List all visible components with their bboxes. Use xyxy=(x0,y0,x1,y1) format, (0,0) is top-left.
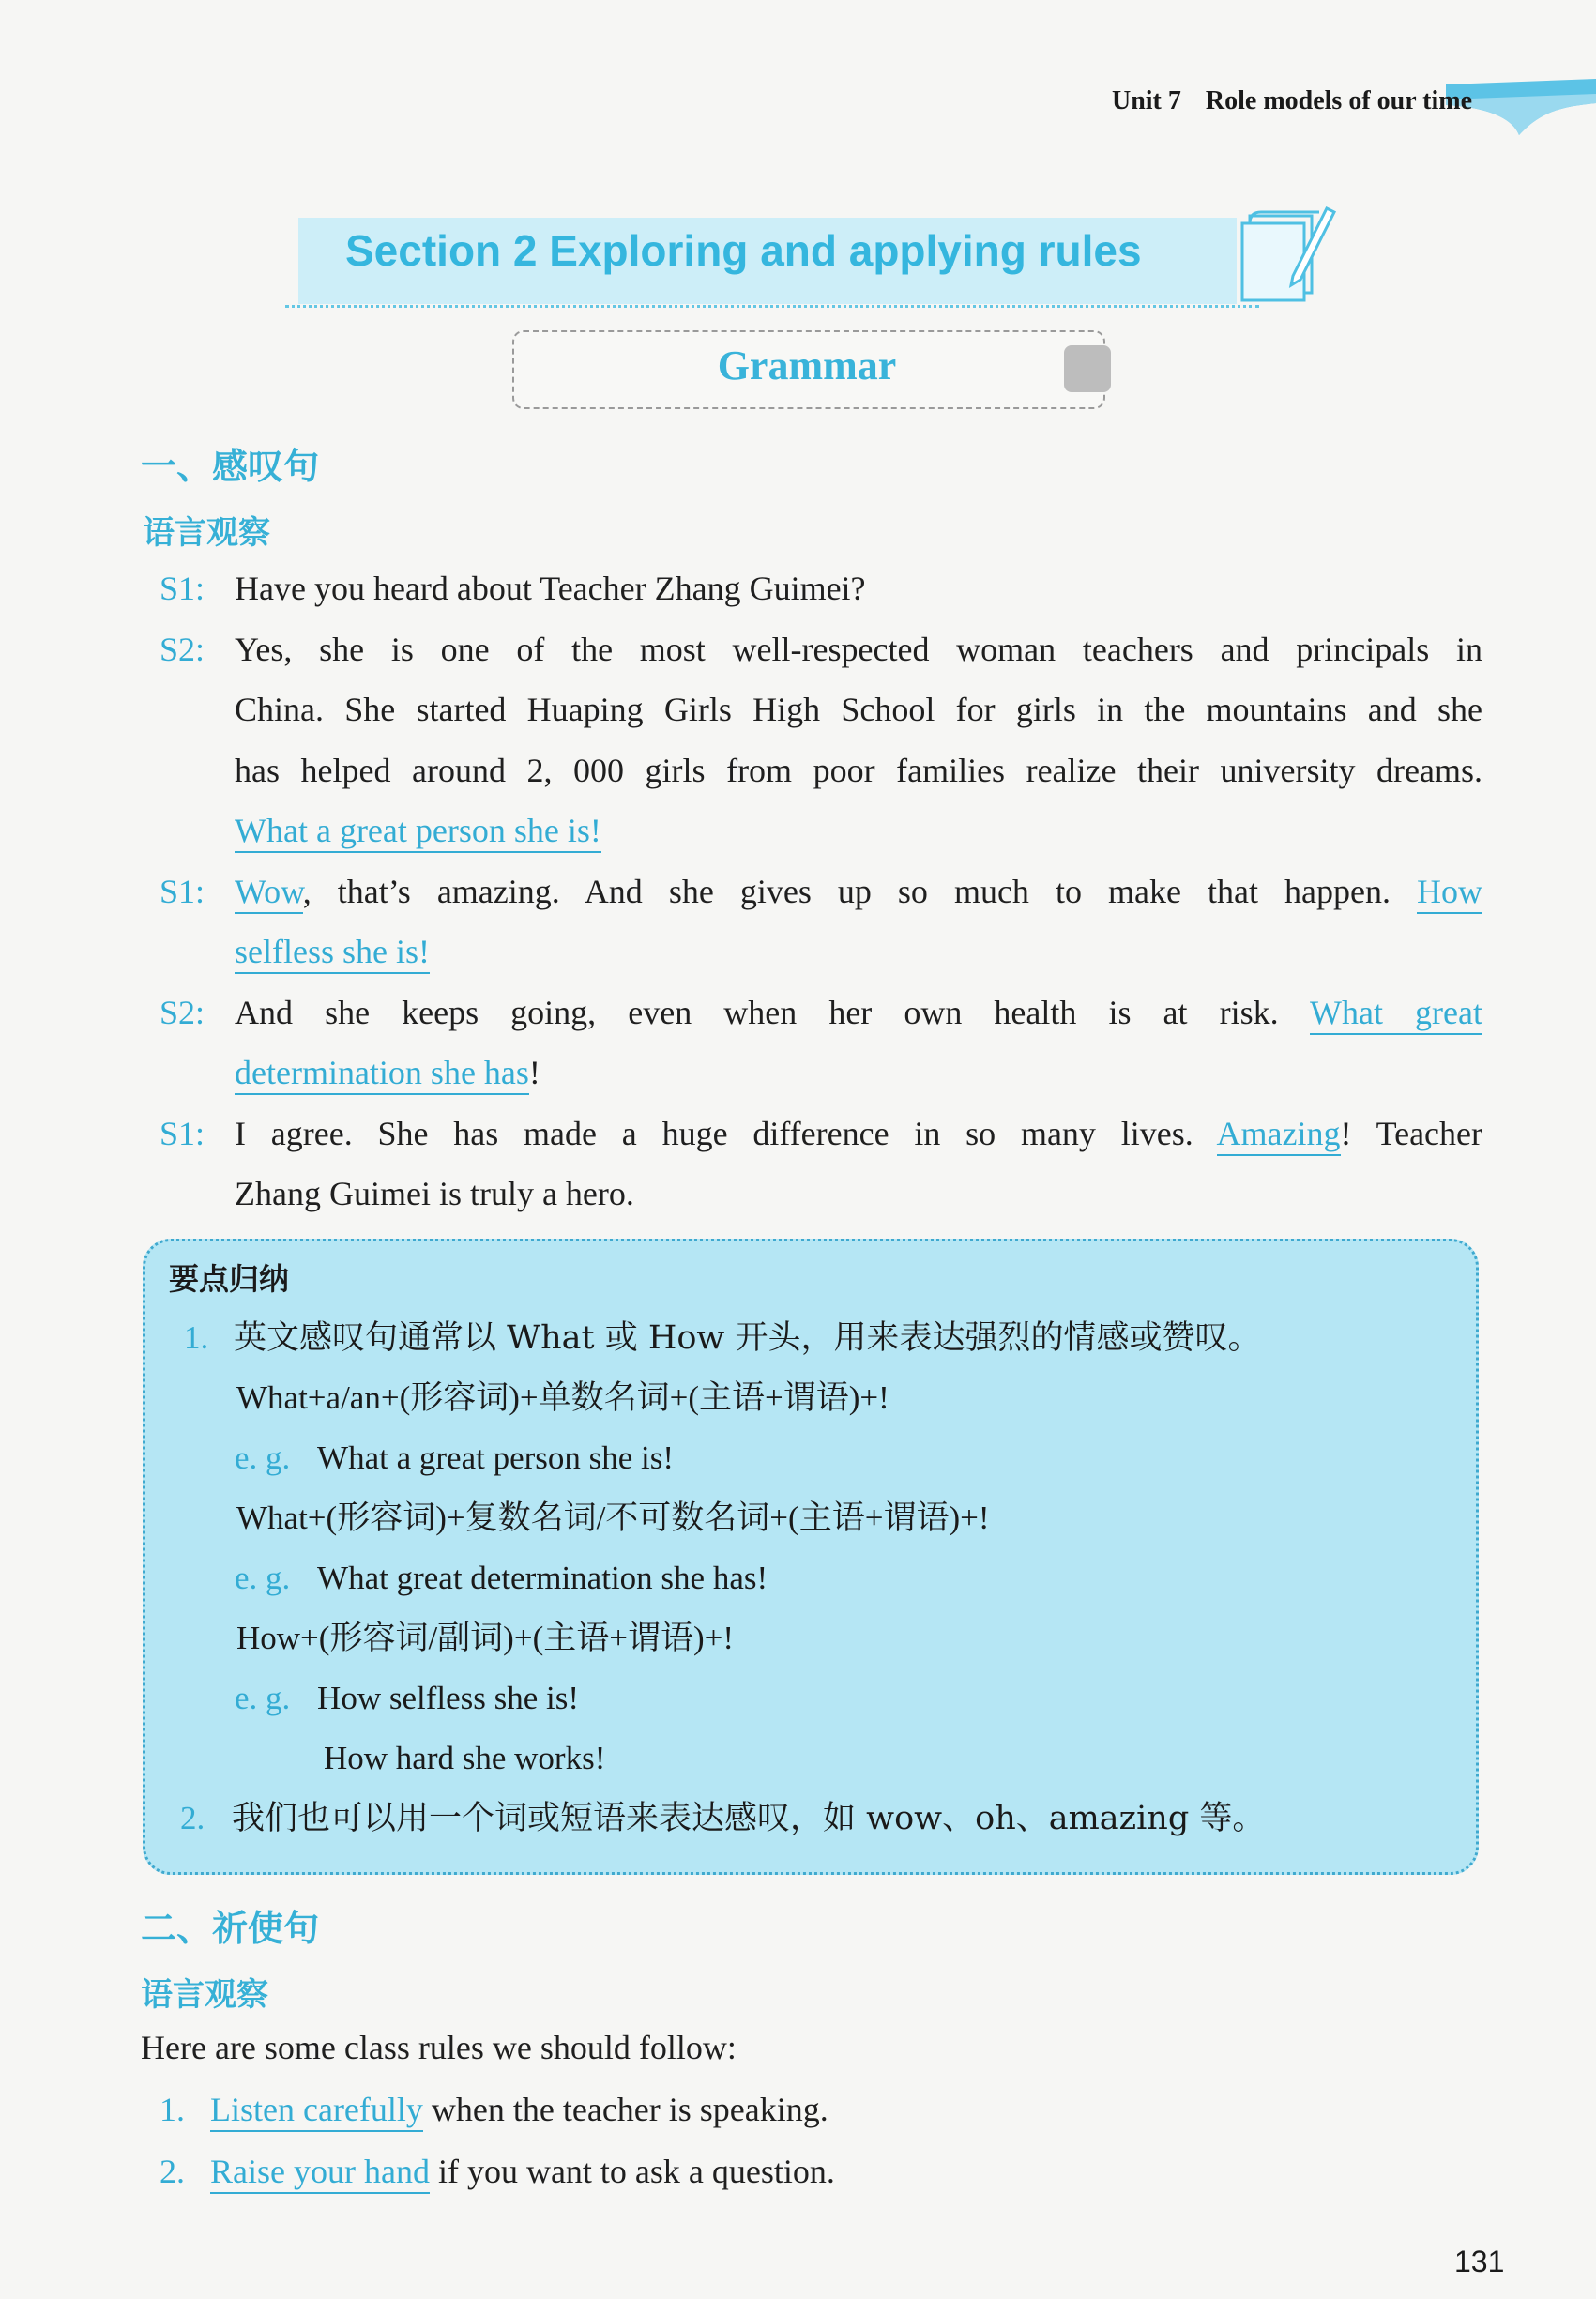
key-points-title: 要点归纳 xyxy=(169,1261,290,1297)
part2-heading: 二、祈使句 xyxy=(141,1907,320,1949)
unit-label: Unit 7 xyxy=(1111,86,1181,115)
grammar-title: Grammar xyxy=(717,343,897,388)
highlighted-phrase: selfless she is! xyxy=(235,933,430,974)
highlighted-phrase: determination she has xyxy=(235,1054,529,1095)
highlighted-phrase: Wow xyxy=(235,873,303,914)
kp-example-2-text: What great determination she has! xyxy=(317,1560,768,1596)
part2-subheading: 语言观察 xyxy=(141,1976,268,2014)
speaker-label: S2: xyxy=(160,993,205,1031)
dialogue-text: China. She started Huaping Girls High School for girls in the mountains and she xyxy=(235,691,1482,728)
speaker-label: S2: xyxy=(160,630,205,668)
kp-example-1-label: e. g. xyxy=(235,1439,291,1476)
kp-point-2-number: 2. xyxy=(180,1800,205,1836)
kp-formula-1: What+a/an+(形容词)+单数名词+(主语+谓语)+! xyxy=(236,1379,889,1416)
kp-example-1-text: What a great person she is! xyxy=(317,1439,675,1476)
highlighted-phrase: Amazing xyxy=(1217,1115,1341,1156)
kp-example-3b-text: How hard she works! xyxy=(324,1740,606,1776)
dialogue-text: ! Teacher xyxy=(1340,1114,1483,1152)
speaker-label: S1: xyxy=(160,570,205,607)
kp-point-1-number: 1. xyxy=(184,1319,209,1356)
notepad-pencil-icon xyxy=(1237,199,1340,302)
speaker-label: S1: xyxy=(160,1114,205,1152)
rule-item-1-rest: when the teacher is speaking. xyxy=(422,2091,828,2128)
dialogue-text: Yes, she is one of the most well-respected woman teachers and principals in xyxy=(235,630,1482,668)
kp-example-3a-text: How selfless she is! xyxy=(317,1680,580,1716)
part2-intro: Here are some class rules we should follow: xyxy=(141,2029,737,2066)
running-head xyxy=(1014,79,1596,135)
part1-heading: 一、感叹句 xyxy=(141,445,320,487)
highlighted-phrase: What a great person she is! xyxy=(235,812,601,853)
kp-example-2-label: e. g. xyxy=(235,1560,291,1596)
rule-item-2 xyxy=(160,2141,835,2201)
dialogue-text: , that’s amazing. And she gives up so much to make that happen. xyxy=(302,872,1417,910)
dialogue-text: Have you heard about Teacher Zhang Guimei? xyxy=(235,570,866,607)
dialogue-text: And she keeps going, even when her own health is at risk. xyxy=(235,993,1311,1031)
speaker-label: S1: xyxy=(160,872,205,910)
dialogue-text: has helped around 2, 000 girls from poor families realize their university dreams. xyxy=(235,751,1482,789)
kp-example-3 xyxy=(235,1668,579,1728)
kp-example-3-label: e. g. xyxy=(235,1680,291,1716)
dialogue-text: Zhang Guimei is truly a hero. xyxy=(235,1175,634,1212)
section-title: Section 2 Exploring and applying rules xyxy=(345,226,1142,275)
kp-example-2 xyxy=(235,1548,768,1608)
dialogue-text: ! xyxy=(528,1054,540,1091)
kp-formula-2: What+(形容词)+复数名词/不可数名词+(主语+谓语)+! xyxy=(236,1500,990,1536)
highlighted-phrase: What great xyxy=(1310,994,1482,1035)
kp-point-1 xyxy=(184,1308,1261,1368)
kp-point-2-text: 我们也可以用一个词或短语来表达感叹，如 wow、oh、amazing 等。 xyxy=(232,1800,1266,1837)
rule-item-1-highlight: Listen carefully xyxy=(210,2091,423,2132)
dialogue-text: I agree. She has made a huge difference in so many lives. xyxy=(235,1114,1217,1152)
running-head-text xyxy=(1112,86,1472,116)
kp-formula-3: How+(形容词/副词)+(主语+谓语)+! xyxy=(236,1620,735,1656)
kp-example-1 xyxy=(235,1428,674,1488)
part1-subheading: 语言观察 xyxy=(143,514,270,552)
highlighted-phrase: How xyxy=(1417,873,1482,914)
rule-item-1-number: 1. xyxy=(160,2091,185,2128)
page-number: 131 xyxy=(1454,2245,1505,2278)
rule-item-2-number: 2. xyxy=(160,2153,185,2190)
unit-title: Role models of our time xyxy=(1205,86,1472,115)
kp-point-1-text: 英文感叹句通常以 What 或 How 开头，用来表达强烈的情感或赞叹。 xyxy=(234,1319,1261,1357)
rule-item-1 xyxy=(160,2079,828,2139)
rule-item-2-highlight: Raise your hand xyxy=(210,2153,430,2194)
rule-item-2-rest: if you want to ask a question. xyxy=(429,2153,835,2190)
kp-point-2 xyxy=(180,1789,1265,1849)
